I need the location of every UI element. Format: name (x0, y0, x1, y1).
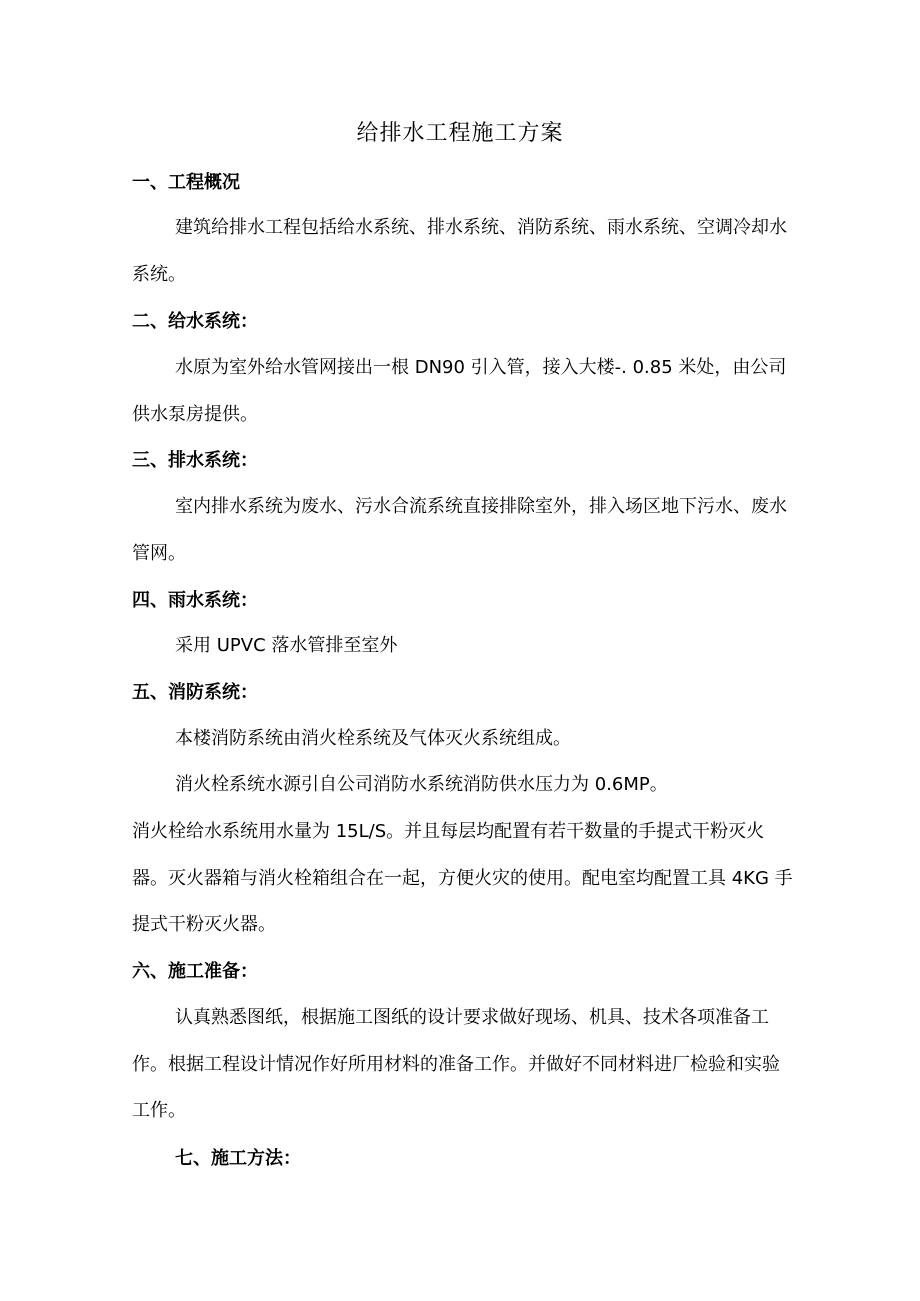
section-paragraph-fire-3: 消火栓给水系统用水量为 15L/S。并且每层均配置有若干数量的手提式干粉灭火器。灭火器箱与消火栓箱组合在一起，方便火灾的使用。配电室均配置工具 4KG 手提式干粉灭火器。 (132, 821, 793, 935)
section-heading-water-supply: 二、给水系统： (132, 311, 258, 332)
section-paragraph-drainage: 室内排水系统为废水、污水合流系统直接排除室外，排入场区地下污水、废水管网。 (132, 496, 787, 564)
section-paragraph-overview: 建筑给排水工程包括给水系统、排水系统、消防系统、雨水系统、空调冷却水系统。 (132, 217, 787, 285)
section-paragraph-fire-1: 本楼消防系统由消火栓系统及气体灭火系统组成。 (175, 728, 571, 749)
section-heading-rainwater: 四、雨水系统： (132, 590, 258, 611)
section-paragraph-fire-2: 消火栓系统水源引自公司消防水系统消防供水压力为 0.6MP。 (175, 774, 668, 795)
section-heading-overview: 一、工程概况 (132, 172, 240, 193)
section-paragraph-water-supply: 水原为室外给水管网接出一根 DN90 引入管，接入大楼-. 0.85 米处，由公司供水泵房提供。 (132, 357, 787, 425)
section-paragraph-preparation: 认真熟悉图纸，根据施工图纸的设计要求做好现场、机具、技术各项准备工作。根据工程设计情况作好所用材料的准备工作。并做好不同材料进厂检验和实验工作。 (132, 1007, 780, 1121)
section-heading-fire-protection: 五、消防系统： (132, 682, 258, 703)
section-heading-construction-method: 七、施工方法： (175, 1148, 301, 1169)
document-title: 给排水工程施工方案 (356, 121, 564, 146)
section-paragraph-rainwater: 采用 UPVC 落水管排至室外 (175, 635, 398, 656)
section-heading-preparation: 六、施工准备： (132, 961, 258, 982)
section-heading-drainage: 三、排水系统： (132, 450, 258, 471)
